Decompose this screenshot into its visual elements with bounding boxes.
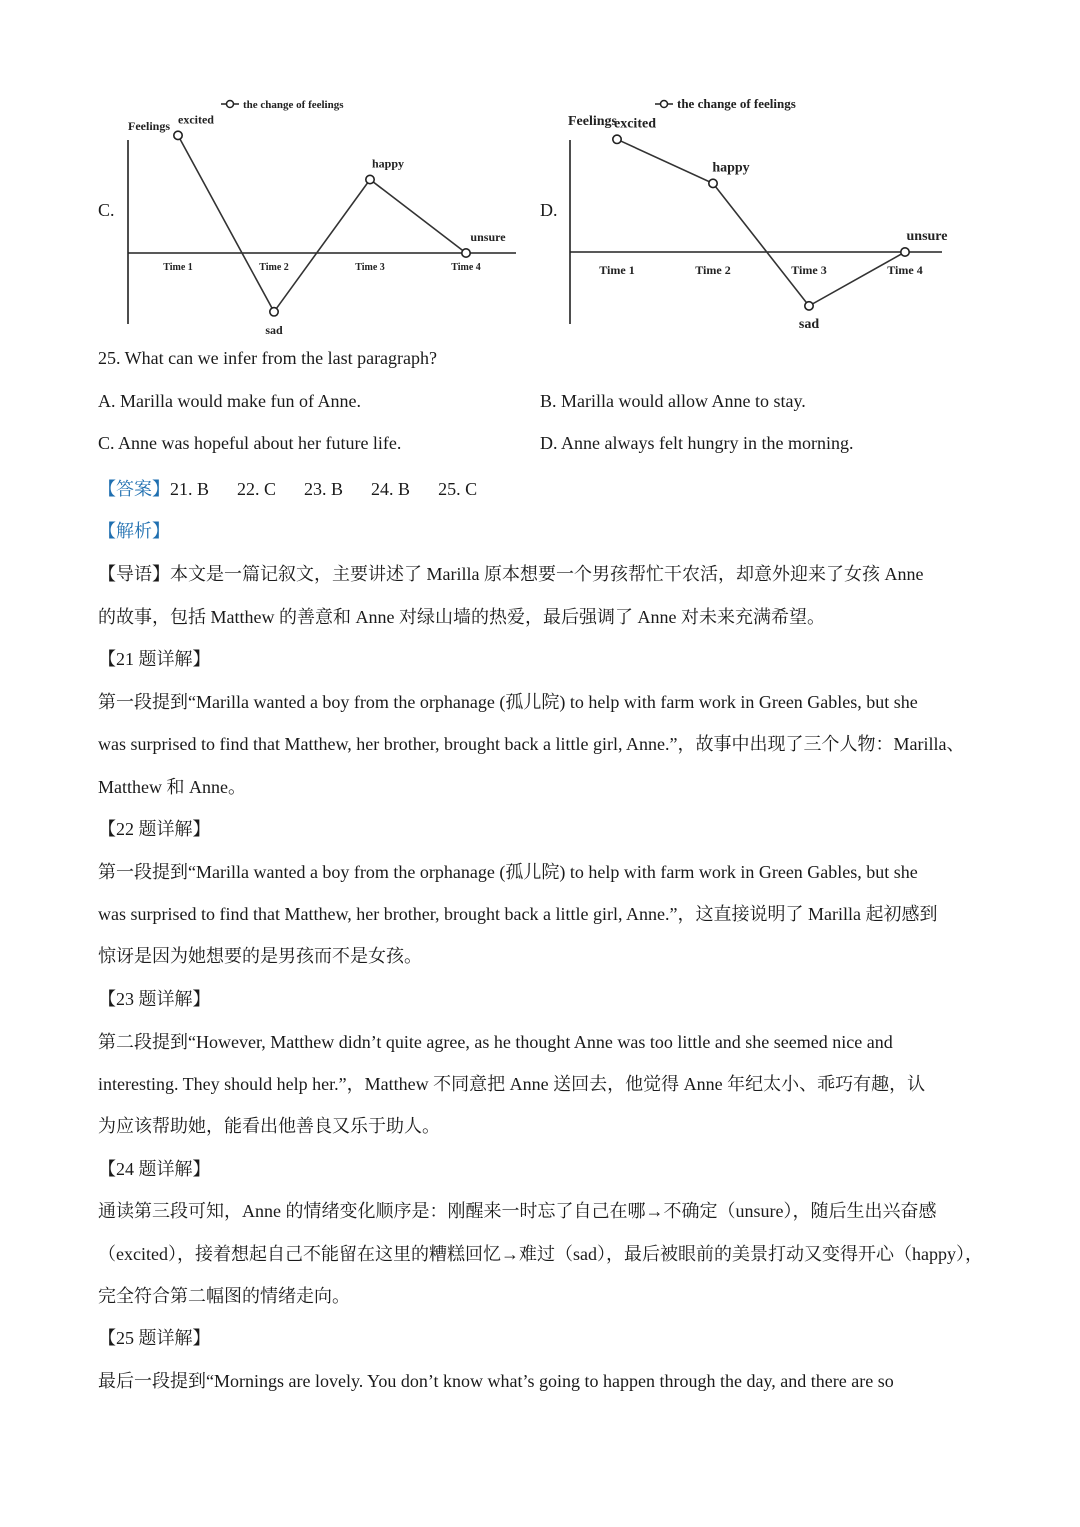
data-label: excited [614, 116, 656, 132]
q23-line-2: interesting. They should help her.”，Matthew 不同意把 Anne 送回去，他觉得 Anne 年纪太小、乖巧有趣，认 [98, 1074, 926, 1094]
intro-text-1: 本文是一篇记叙文，主要讲述了 Marilla 原本想要一个男孩帮忙干农活，却意外迎来了女孩 Anne [170, 564, 924, 584]
data-label: sad [798, 316, 820, 332]
question-25-option-d: D. Anne always felt hungry in the morning. [540, 433, 854, 453]
q22-line-3: 惊讶是因为她想要的是男孩而不是女孩。 [98, 946, 422, 966]
x-tick-label: Time 4 [887, 263, 923, 277]
x-tick-label: Time 1 [163, 262, 193, 273]
answer-line [98, 475, 505, 501]
intro-line-2: 的故事，包括 Matthew 的善意和 Anne 对绿山墙的热爱，最后强调了 Anne 对未来充满希望。 [98, 607, 825, 627]
q23-line-3: 为应该帮助她，能看出他善良又乐于助人。 [98, 1116, 440, 1136]
q22-heading: 【22 题详解】 [98, 819, 211, 839]
x-tick-label: Time 4 [451, 262, 481, 273]
chart-c-option-label: C. [98, 200, 115, 220]
data-point [366, 175, 374, 183]
data-point [709, 179, 717, 187]
q24-line-3: 完全符合第二幅图的情绪走向。 [98, 1286, 350, 1306]
data-label: unsure [470, 230, 506, 244]
q21-heading: 【21 题详解】 [98, 649, 211, 669]
intro-tag: 【导语】 [98, 564, 170, 584]
chart-option-c [118, 92, 518, 337]
data-point [462, 249, 470, 257]
q22-line-2: was surprised to find that Matthew, her brother, brought back a little girl, Anne.”，这直接说明了 Marilla 起初感到 [98, 904, 938, 924]
question-25-option-c: C. Anne was hopeful about her future life. [98, 433, 402, 453]
y-axis-label: Feelings [128, 119, 170, 133]
q25-heading: 【25 题详解】 [98, 1328, 211, 1348]
q21-line-1: 第一段提到“Marilla wanted a boy from the orphanage (孤儿院) to help with farm work in Green Gables, but she [98, 692, 918, 712]
chart-d-option-label: D. [540, 200, 558, 220]
q24-line-2: （excited），接着想起自己不能留在这里的糟糕回忆→难过（sad），最后被眼前的美景打动又变得开心（happy）， [98, 1244, 983, 1264]
question-25-option-a: A. Marilla would make fun of Anne. [98, 391, 361, 411]
legend-marker-icon [661, 101, 668, 108]
q24-heading: 【24 题详解】 [98, 1159, 211, 1179]
answer-item: 25. C [438, 479, 478, 499]
series-line [617, 139, 905, 306]
question-25-stem: 25. What can we infer from the last paragraph? [98, 348, 438, 368]
data-point [174, 131, 182, 139]
answer-tag: 【答案】 [98, 479, 170, 499]
x-tick-label: Time 3 [355, 262, 385, 273]
answer-item: 21. B [170, 479, 210, 499]
series-line [178, 135, 466, 311]
answer-item: 22. C [237, 479, 277, 499]
x-tick-label: Time 2 [259, 262, 289, 273]
analysis-tag: 【解析】 [98, 521, 170, 541]
data-label: happy [712, 160, 750, 176]
data-label: sad [265, 322, 283, 337]
y-axis-label: Feelings [568, 114, 617, 129]
x-tick-label: Time 3 [791, 263, 827, 277]
data-label: unsure [906, 229, 948, 244]
chart-title: the change of feelings [243, 99, 344, 111]
q23-line-1: 第二段提到“However, Matthew didn’t quite agree, as he thought Anne was too little and she seemed nice and [98, 1032, 893, 1052]
question-25-option-b: B. Marilla would allow Anne to stay. [540, 391, 806, 411]
q25-line-1: 最后一段提到“Mornings are lovely. You don’t know what’s going to happen through the day, and there are so [98, 1371, 894, 1391]
q23-heading: 【23 题详解】 [98, 989, 211, 1009]
x-tick-label: Time 2 [695, 263, 731, 277]
answer-item: 23. B [304, 479, 344, 499]
intro-line-1 [98, 560, 923, 586]
q21-line-3: Matthew 和 Anne。 [98, 777, 246, 797]
data-point [805, 302, 813, 310]
q22-line-1: 第一段提到“Marilla wanted a boy from the orphanage (孤儿院) to help with farm work in Green Gables, but she [98, 862, 918, 882]
data-label: excited [178, 112, 214, 127]
q24-line-1: 通读第三段可知，Anne 的情绪变化顺序是：刚醒来一时忘了自己在哪→不确定（unsure），随后生出兴奋感 [98, 1201, 937, 1221]
data-point [901, 248, 909, 256]
legend-marker-icon [227, 101, 234, 108]
data-point [270, 308, 278, 316]
q21-line-2: was surprised to find that Matthew, her brother, brought back a little girl, Anne.”，故事中出现了三个人物：Marilla、 [98, 734, 965, 754]
data-label: happy [371, 156, 405, 171]
chart-title: the change of feelings [677, 96, 796, 111]
answer-item: 24. B [371, 479, 411, 499]
chart-option-d [562, 92, 948, 332]
data-point [613, 135, 621, 143]
x-tick-label: Time 1 [599, 263, 635, 277]
